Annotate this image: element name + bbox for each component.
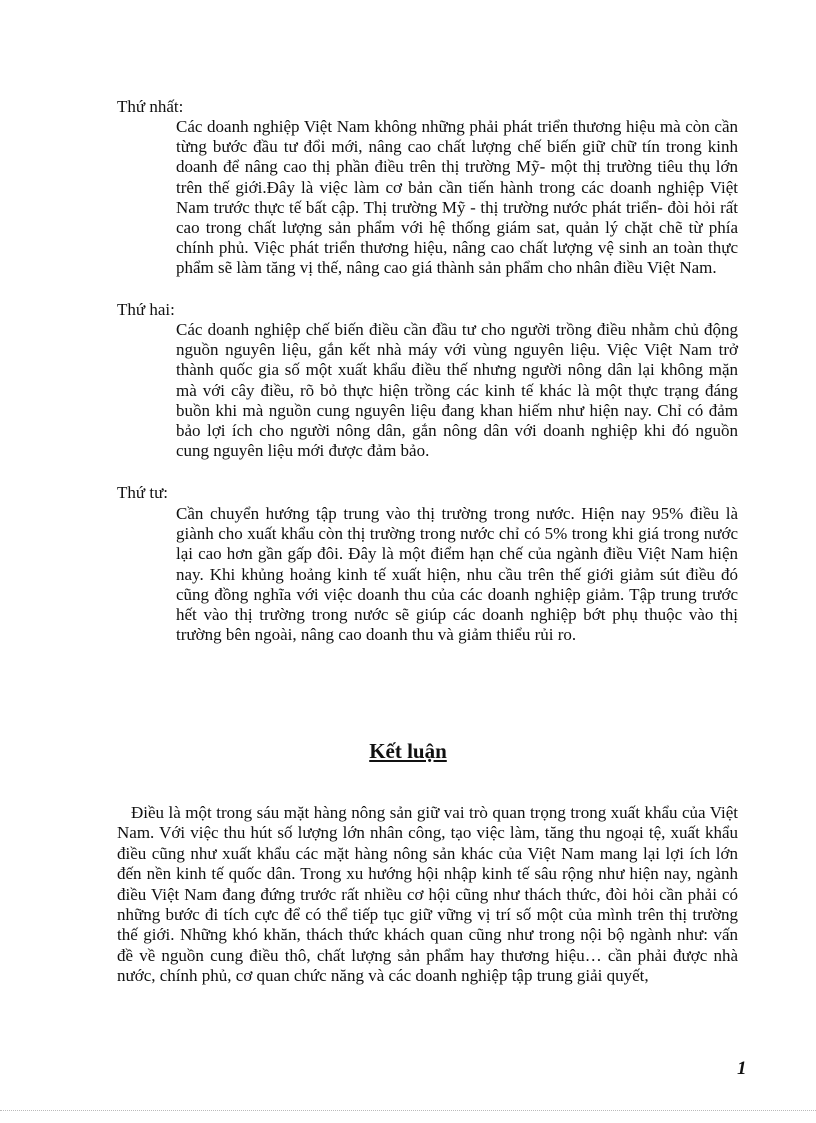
section-label-second: Thứ hai: — [117, 300, 175, 319]
conclusion-heading: Kết luận — [369, 739, 447, 763]
section-text-first: Các doanh nghiệp Việt Nam không những phải phát triển thương hiệu mà còn cần từng bước đầu tư đổi mới, nâng cao chất lượng chế biến giữ chữ tín trong kinh doanh để nâng cao thị phần điều trên thị trường Mỹ- một thị trường tiêu thụ lớn trên thế giới.Đây là việc làm cơ bản cần tiến hành trong các doanh nghiệp Việt Nam trước thực tế bất cập. Thị trường Mỹ - thị trường nước phát triển- đòi hỏi rất cao trong chất lượng sản phẩm với hệ thống giám sat, quản lý chặt chẽ từ phía chính phủ. Việc phát triển thương hiệu, nâng cao chất lượng vệ sinh an toàn thực phẩm sẽ làm tăng vị thế, nâng cao giá thành sản phẩm cho nhân điều Việt Nam. — [176, 117, 738, 278]
footer-divider — [0, 1110, 816, 1111]
section-text-fourth: Cần chuyển hướng tập trung vào thị trường trong nước. Hiện nay 95% điều là giành cho xuất khẩu còn thị trường trong nước chỉ có 5% trong khi giá trong nước lại cao hơn gần gấp đôi. Đây là một điểm hạn chế của ngành điều Việt Nam hiện nay. Khi khủng hoảng kinh tế xuất hiện, nhu cầu trên thế giới giảm sút điều đó cũng đồng nghĩa với việc doanh thu của các doanh nghiệp giảm. Tập trung trước hết vào thị trường trong nước sẽ giúp các doanh nghiệp bớt phụ thuộc vào thị trường bên ngoài, nâng cao doanh thu và giảm thiểu rủi ro. — [176, 504, 738, 645]
conclusion-text: Điều là một trong sáu mặt hàng nông sản giữ vai trò quan trọng trong xuất khẩu của Việt Nam. Với việc thu hút số lượng lớn nhân công, tạo việc làm, tăng thu ngoại tệ, xuất khẩu điều cũng như xuất khẩu các mặt hàng nông sản khác của Việt Nam mang lại lợi ích lớn đến nền kinh tế quốc dân. Trong xu hướng hội nhập kinh tế sâu rộng như hiện nay, ngành điều Việt Nam đang đứng trước rất nhiều cơ hội cũng như thách thức, đòi hỏi cần phải có những bước đi tích cực để có thể tiếp tục giữ vững vị trí số một của mình trên thị trường thế giới. Những khó khăn, thách thức khách quan cũng như trong nội bộ ngành như: vấn đề về nguồn cung điều thô, chất lượng sản phẩm hay thương hiệu… cần phải được nhà nước, chính phủ, cơ quan chức năng và các doanh nghiệp tập trung giải quyết, — [117, 803, 738, 986]
section-text-second: Các doanh nghiệp chế biến điều cần đầu tư cho người trồng điều nhằm chủ động nguồn nguyên liệu, gắn kết nhà máy với vùng nguyên liệu. Việc Việt Nam trở thành quốc gia số một xuất khẩu điều thế nhưng người nông dân lại không mặn mà với cây điều, rõ bỏ thực hiện trồng các kinh tế khác là một thực trạng đáng buồn khi mà nguồn cung nguyên liệu đang khan hiếm như hiện nay. Chỉ có đảm bảo lợi ích cho người nông dân, gắn nông dân với doanh nghiệp khi đó nguồn cung nguyên liệu mới được đảm bảo. — [176, 320, 738, 461]
section-label-fourth: Thứ tư: — [117, 483, 169, 502]
section-label-first: Thứ nhất: — [117, 97, 184, 116]
page-number: 1 — [737, 1058, 747, 1079]
